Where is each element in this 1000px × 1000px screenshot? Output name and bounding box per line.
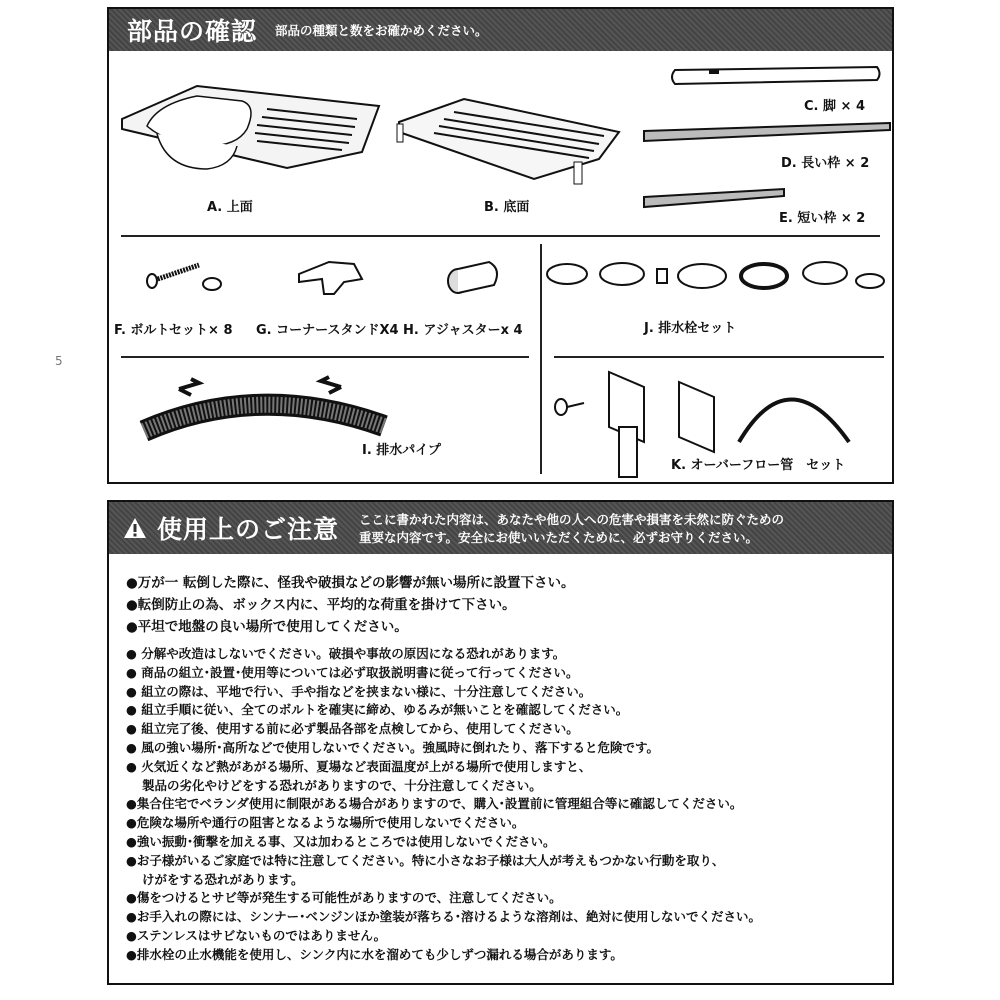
caution-item: ● 組立手順に従い、全てのボルトを確実に締め、ゆるみが無いことを確認してください。 bbox=[126, 702, 629, 718]
caution-item-continuation: けがをする恐れがあります。 bbox=[142, 871, 304, 887]
divider bbox=[554, 356, 884, 358]
part-label-j: J. 排水栓セット bbox=[644, 321, 737, 336]
caution-item: ●万が一 転倒した際に、怪我や破損などの影響が無い場所に設置下さい。 bbox=[126, 575, 575, 591]
parts-check-subtitle: 部品の種類と数をお確かめください。 bbox=[275, 23, 488, 38]
part-label-g: G. コーナースタンドX4 bbox=[256, 323, 399, 338]
caution-item: ●集合住宅でベランダ使用に制限がある場合がありますので、購入･設置前に管理組合等に確認してください。 bbox=[126, 796, 743, 812]
part-label-e: E. 短い枠 × 2 bbox=[779, 211, 866, 226]
parts-check-header bbox=[109, 9, 892, 51]
caution-item: ●平坦で地盤の良い場所で使用してください。 bbox=[126, 619, 408, 635]
usage-caution-header bbox=[109, 502, 892, 554]
leg-illustration bbox=[669, 64, 884, 89]
caution-item: ● 分解や改造はしないでください。破損や事故の原因になる恐れがあります。 bbox=[126, 646, 566, 661]
part-label-a: A. 上面 bbox=[207, 200, 253, 215]
caution-item: ● 風の強い場所･高所などで使用しないでください。強風時に倒れたり、落下すると危険です。 bbox=[126, 739, 660, 755]
part-label-k: K. オーバーフロー管 セット bbox=[671, 458, 846, 473]
caution-item: ●お手入れの際には、シンナー･ベンジンほか塗装が落ちる･溶けるような溶剤は、絶対に使用しないでください。 bbox=[126, 909, 761, 925]
caution-item: ●傷をつけるとサビ等が発生する可能性がありますので、注意してください。 bbox=[126, 890, 562, 906]
divider bbox=[121, 235, 880, 237]
parts-check-panel bbox=[107, 7, 894, 484]
sink-top-illustration bbox=[117, 74, 382, 184]
drain-pipe-illustration bbox=[129, 371, 399, 456]
part-label-b: B. 底面 bbox=[484, 200, 530, 215]
caution-item: ● 組立完了後、使用する前に必ず製品各部を点検してから、使用してください。 bbox=[126, 721, 579, 737]
corner-stand-illustration bbox=[294, 254, 369, 299]
warning-triangle-icon bbox=[123, 517, 147, 539]
caution-item: ●危険な場所や通行の阻害となるような場所で使用しないでください。 bbox=[126, 815, 525, 831]
primary-caution-list bbox=[126, 572, 574, 638]
usage-caution-panel bbox=[107, 500, 894, 985]
usage-caution-title: 使用上のご注意 bbox=[157, 515, 340, 544]
usage-caution-subtitle-2: 重要な内容です。安全にお使いいただくために、必ずお守りください。 bbox=[359, 530, 759, 545]
divider bbox=[121, 356, 529, 358]
caution-item: ● 商品の組立･設置･使用等については必ず取扱説明書に従って行ってください。 bbox=[126, 664, 579, 680]
adjuster-illustration bbox=[444, 257, 504, 297]
sink-bottom-illustration bbox=[394, 94, 624, 189]
caution-item: ●強い振動･衝撃を加える事、又は加わるところでは使用しないでください。 bbox=[126, 833, 556, 849]
part-label-c: C. 脚 × 4 bbox=[804, 99, 865, 114]
caution-item: ●お子様がいるご家庭では特に注意してください。特に小さなお子様は大人が考えもつかない行動を取り、 bbox=[126, 852, 725, 868]
short-frame-illustration bbox=[642, 187, 787, 211]
bolt-set-illustration bbox=[144, 259, 224, 294]
caution-item: ● 火気近くなど熱があがる場所、夏場など表面温度が上がる場所で使用しますと、 bbox=[126, 758, 592, 774]
part-label-h: H. アジャスターx 4 bbox=[403, 323, 523, 338]
part-label-i: I. 排水パイプ bbox=[362, 443, 441, 458]
drain-plug-set-illustration bbox=[542, 259, 887, 299]
parts-check-title: 部品の確認 bbox=[127, 17, 258, 46]
long-frame-illustration bbox=[642, 121, 892, 145]
part-label-d: D. 長い枠 × 2 bbox=[781, 156, 870, 171]
usage-caution-subtitle-1: ここに書かれた内容は、あなたや他の人への危害や損害を未然に防ぐための bbox=[359, 512, 785, 527]
part-label-f: F. ボルトセット× 8 bbox=[114, 323, 233, 338]
caution-item-continuation: 製品の劣化やけどをする恐れがありますので、十分注意してください。 bbox=[142, 777, 542, 793]
caution-item: ● 組立の際は、平地で行い、手や指などを挟まない様に、十分注意してください。 bbox=[126, 683, 592, 699]
caution-item: ●排水栓の止水機能を使用し、シンク内に水を溜めても少しずつ漏れる場合があります。 bbox=[126, 946, 623, 962]
caution-list bbox=[126, 645, 761, 965]
caution-item: ●ステンレスはサビないものではありません。 bbox=[126, 927, 387, 943]
margin-mark: 5 bbox=[55, 354, 63, 368]
caution-item: ●転倒防止の為、ボックス内に、平均的な荷重を掛けて下さい。 bbox=[126, 597, 516, 613]
